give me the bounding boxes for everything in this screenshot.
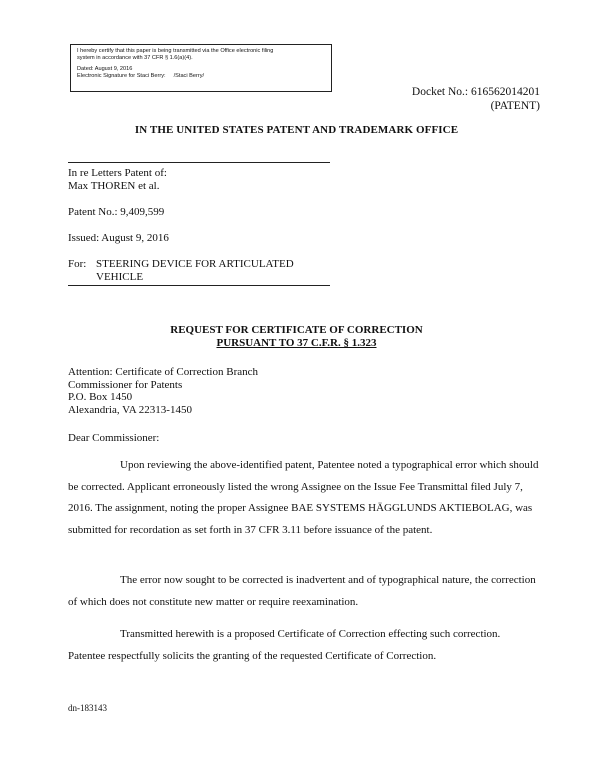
in-re-block <box>68 167 167 193</box>
address-line-4: Alexandria, VA 22313-1450 <box>68 403 192 416</box>
request-title <box>0 324 593 350</box>
paragraph-2-text: The error now sought to be corrected is inadvertent and of typographical nature, the correction of which does not constitute new matter or require reexamination. <box>68 574 536 608</box>
issue-date: Issued: August 9, 2016 <box>68 232 169 244</box>
paragraph-1-text: Upon reviewing the above-identified patent, Patentee noted a typographical error which should be corrected. Applicant erroneously listed the wrong Assignee on the Issue Fee Transmittal filed July 7, 2016. The assignment, noting the proper Assignee BAE SYSTEMS HÄGGLUNDS AKTIEBOLAG, was submitted for recordation as set forth in 37 CFR 3.11 before issuance of the patent. <box>68 459 539 536</box>
paragraph-1 <box>68 455 540 541</box>
paragraph-3 <box>68 624 540 667</box>
certification-date: Dated: August 9, 2016 <box>77 66 133 72</box>
address-line-1: Attention: Certificate of Correction Branch <box>68 366 258 378</box>
mailing-address <box>68 366 258 416</box>
certification-line-2: system in accordance with 37 CFR § 1.6(a)(4). <box>77 55 193 61</box>
request-title-line-2: PURSUANT TO 37 C.F.R. § 1.323 <box>216 337 377 349</box>
for-label: For: <box>68 258 87 270</box>
certification-line-1: I hereby certify that this paper is being transmitted via the Office electronic filing <box>77 48 274 54</box>
patent-number: Patent No.: 9,409,599 <box>68 206 165 218</box>
patent-title-line-1: STEERING DEVICE FOR ARTICULATED <box>96 258 294 270</box>
docket-block <box>412 85 540 113</box>
footer-document-code: dn-183143 <box>68 703 107 713</box>
caption-bottom-rule <box>68 285 330 286</box>
caption-top-rule <box>68 162 330 163</box>
paragraph-3-text: Transmitted herewith is a proposed Certificate of Correction effecting such correction. Patentee respectfully solicits the granting of the requested Certificate of Correction. <box>68 628 501 662</box>
address-line-3: P.O. Box 1450 <box>68 391 133 403</box>
inventor-name: Max THOREN et al. <box>68 180 160 192</box>
patent-title-block <box>68 258 294 284</box>
in-re-label: In re Letters Patent of: <box>68 167 167 179</box>
signature-value: /Staci Berry/ <box>173 73 205 79</box>
docket-number: Docket No.: 616562014201 <box>411 86 540 98</box>
patent-title-line-2: VEHICLE <box>96 271 144 283</box>
salutation: Dear Commissioner: <box>68 432 160 444</box>
signature-label: Electronic Signature for Staci Berry: <box>77 73 166 79</box>
paragraph-2 <box>68 570 540 613</box>
address-line-2: Commissioner for Patents <box>68 378 183 391</box>
office-title: IN THE UNITED STATES PATENT AND TRADEMARK OFFICE <box>134 124 459 136</box>
docket-type: (PATENT) <box>490 100 540 112</box>
certification-box <box>70 44 332 92</box>
request-title-line-1: REQUEST FOR CERTIFICATE OF CORRECTION <box>170 324 423 336</box>
